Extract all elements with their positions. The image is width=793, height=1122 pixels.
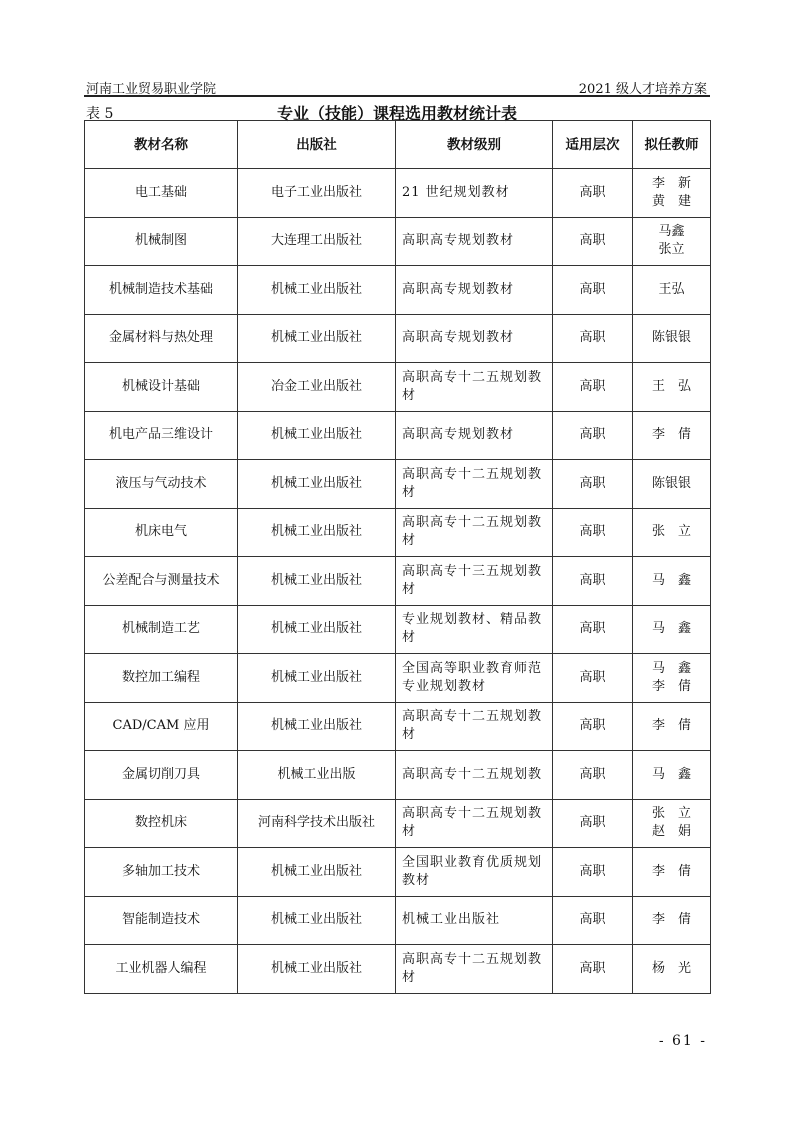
teacher-cell [633,169,711,218]
teacher-name: 张立 [658,242,685,258]
table-row [85,411,711,460]
level-cell: 高职高专十二五规划教材 [396,460,553,509]
level-cell: 高职高专规划教材 [396,411,553,460]
level-cell: 专业规划教材、精品教材 [396,605,553,654]
textbook-name-cell: 公差配合与测量技术 [85,557,238,606]
table-row [85,217,711,266]
teacher-cell [633,799,711,848]
textbook-name-cell: 金属材料与热处理 [85,314,238,363]
teacher-name: 李 新 [651,175,691,191]
teacher-name: 王弘 [658,281,685,297]
textbook-name-cell: 工业机器人编程 [85,945,238,994]
teacher-cell [633,751,711,800]
teacher-cell [633,460,711,509]
textbook-name-cell: 机械制图 [85,217,238,266]
column-header-textbook-name: 教材名称 [85,121,238,169]
column-header-teacher: 拟任教师 [633,121,711,169]
tier-cell: 高职 [553,654,633,703]
teacher-cell [633,411,711,460]
teacher-name: 马 鑫 [651,660,691,676]
teacher-cell [633,557,711,606]
teacher-cell [633,508,711,557]
teacher-cell [633,654,711,703]
publisher-cell: 机械工业出版社 [238,460,396,509]
teacher-name: 王 弘 [651,378,691,394]
page-number: - 61 - [658,1033,707,1049]
tier-cell: 高职 [553,508,633,557]
tier-cell: 高职 [553,945,633,994]
teacher-name: 张 立 [651,524,691,540]
teacher-name: 李 倩 [651,718,691,734]
teacher-name: 李 倩 [651,678,691,694]
level-cell: 高职高专规划教材 [396,266,553,315]
textbook-name-cell: 智能制造技术 [85,896,238,945]
table-row [85,896,711,945]
publisher-cell: 机械工业出版社 [238,945,396,994]
textbook-name-cell: CAD/CAM 应用 [85,702,238,751]
table-row [85,508,711,557]
level-cell: 高职高专十二五规划教材 [396,363,553,412]
table-row [85,945,711,994]
table-header-row [85,121,711,169]
header-document-title: 2021 级人才培养方案 [578,82,707,97]
textbook-name-cell: 数控机床 [85,799,238,848]
teacher-cell [633,363,711,412]
teacher-cell [633,848,711,897]
table-row [85,848,711,897]
table-row [85,702,711,751]
level-cell: 高职高专十二五规划教材 [396,702,553,751]
tier-cell: 高职 [553,169,633,218]
teacher-cell [633,217,711,266]
publisher-cell: 电子工业出版社 [238,169,396,218]
publisher-cell: 机械工业出版社 [238,654,396,703]
publisher-cell: 机械工业出版社 [238,266,396,315]
textbook-name-cell: 机械制造工艺 [85,605,238,654]
textbook-table [84,120,711,994]
tier-cell: 高职 [553,751,633,800]
level-cell: 高职高专十二五规划教 [396,751,553,800]
textbook-name-cell: 机械设计基础 [85,363,238,412]
teacher-name: 陈银银 [651,475,691,491]
publisher-cell: 冶金工业出版社 [238,363,396,412]
publisher-cell: 大连理工出版社 [238,217,396,266]
publisher-cell: 机械工业出版社 [238,848,396,897]
textbook-name-cell: 电工基础 [85,169,238,218]
textbook-name-cell: 机械制造技术基础 [85,266,238,315]
table-body [85,169,711,994]
table-row [85,169,711,218]
table-row [85,314,711,363]
column-header-publisher: 出版社 [238,121,396,169]
tier-cell: 高职 [553,363,633,412]
tier-cell: 高职 [553,266,633,315]
textbook-name-cell: 多轴加工技术 [85,848,238,897]
teacher-name: 李 倩 [651,863,691,879]
publisher-cell: 机械工业出版社 [238,702,396,751]
column-header-tier: 适用层次 [553,121,633,169]
textbook-name-cell: 机电产品三维设计 [85,411,238,460]
teacher-cell [633,702,711,751]
level-cell: 高职高专十三五规划教材 [396,557,553,606]
table-row [85,751,711,800]
textbook-name-cell: 金属切削刀具 [85,751,238,800]
level-cell: 高职高专十二五规划教材 [396,945,553,994]
tier-cell: 高职 [553,848,633,897]
table-row [85,654,711,703]
tier-cell: 高职 [553,799,633,848]
table-label: 表 5 [86,106,114,122]
table-row [85,557,711,606]
publisher-cell: 机械工业出版社 [238,605,396,654]
publisher-cell: 机械工业出版 [238,751,396,800]
level-cell: 高职高专规划教材 [396,217,553,266]
teacher-name: 黄 建 [651,193,691,209]
level-cell: 高职高专十二五规划教材 [396,508,553,557]
teacher-name: 马 鑫 [651,572,691,588]
table-row [85,266,711,315]
tier-cell: 高职 [553,896,633,945]
level-cell: 全国高等职业教育师范专业规划教材 [396,654,553,703]
column-header-level: 教材级别 [396,121,553,169]
tier-cell: 高职 [553,605,633,654]
header-school: 河南工业贸易职业学院 [86,82,217,97]
publisher-cell: 机械工业出版社 [238,314,396,363]
textbook-name-cell: 数控加工编程 [85,654,238,703]
publisher-cell: 机械工业出版社 [238,508,396,557]
level-cell: 高职高专十二五规划教材 [396,799,553,848]
teacher-cell [633,605,711,654]
teacher-name: 李 倩 [651,427,691,443]
tier-cell: 高职 [553,702,633,751]
table-row [85,363,711,412]
header-rule [84,95,710,97]
teacher-cell [633,314,711,363]
table-row [85,605,711,654]
level-cell: 21 世纪规划教材 [396,169,553,218]
teacher-name: 马 鑫 [651,766,691,782]
table-row [85,799,711,848]
publisher-cell: 机械工业出版社 [238,557,396,606]
teacher-name: 张 立 [651,806,691,822]
tier-cell: 高职 [553,314,633,363]
textbook-name-cell: 机床电气 [85,508,238,557]
tier-cell: 高职 [553,217,633,266]
publisher-cell: 机械工业出版社 [238,411,396,460]
publisher-cell: 机械工业出版社 [238,896,396,945]
tier-cell: 高职 [553,411,633,460]
publisher-cell: 河南科学技术出版社 [238,799,396,848]
teacher-name: 马鑫 [658,224,685,240]
teacher-name: 马 鑫 [651,621,691,637]
level-cell: 机械工业出版社 [396,896,553,945]
teacher-cell [633,896,711,945]
tier-cell: 高职 [553,557,633,606]
level-cell: 高职高专规划教材 [396,314,553,363]
table-title: 专业（技能）课程选用教材统计表 [276,104,517,123]
level-cell: 全国职业教育优质规划教材 [396,848,553,897]
teacher-name: 陈银银 [651,330,691,346]
textbook-name-cell: 液压与气动技术 [85,460,238,509]
teacher-cell [633,945,711,994]
table-row [85,460,711,509]
teacher-name: 李 倩 [651,912,691,928]
tier-cell: 高职 [553,460,633,509]
teacher-cell [633,266,711,315]
teacher-name: 赵 娟 [651,824,691,840]
teacher-name: 杨 光 [651,960,691,976]
